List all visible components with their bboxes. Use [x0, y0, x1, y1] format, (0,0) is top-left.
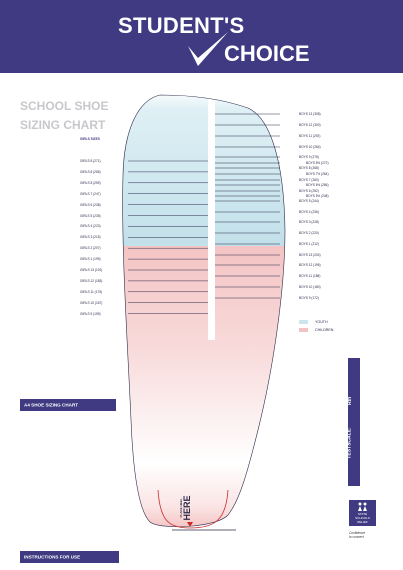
boys-size-label: BOYS 10 (284)	[299, 145, 321, 149]
girls-size-label: GIRLS 4 (223)	[80, 224, 101, 229]
girls-size-label: GIRLS 8 (265)	[80, 169, 101, 174]
boys-size-label: BOYS 10 (180)	[299, 285, 321, 289]
boys-size-label: BOYS 6½ (256)	[306, 183, 329, 187]
girls-size-label: GIRLS 8 (271)	[80, 159, 101, 163]
girls-size-label: GIRLS 3 (215)	[80, 235, 101, 240]
place-heel-label: PLACE HEEL HERE	[179, 495, 192, 521]
page-title-line-1: SCHOOL SHOE	[20, 99, 109, 113]
girls-size-label: GIRLS 9 (159)	[80, 311, 101, 316]
test-scale-value: Rth	[347, 396, 354, 406]
boys-size-label: BOYS 9 (276)	[299, 155, 319, 159]
people-icon	[349, 502, 376, 512]
boys-size-label: BOYS 13 (204)	[299, 253, 321, 257]
boys-size-label: BOYS 8 (268)	[299, 166, 319, 170]
girls-size-label: GIRLS 5 (235)	[80, 213, 101, 218]
boys-size-label: BOYS 3 (228)	[299, 220, 319, 224]
boys-size-label: BOYS 1 (212)	[299, 242, 319, 246]
boys-size-label: BOYS 5 (244)	[299, 199, 319, 203]
boys-size-label: BOYS 12 (300)	[299, 123, 321, 127]
girls-size-label: GIRLS 7 (247)	[80, 191, 101, 196]
boys-size-label: BOYS 5½ (248)	[306, 194, 329, 198]
girls-size-label: GIRLS 12 (183)	[80, 278, 103, 283]
page-title-line-2: SIZING CHART	[20, 118, 106, 132]
state-schools-relief-logo: STATE SCHOOLS RELIEF	[349, 500, 376, 526]
boys-size-label: BOYS 7½ (264)	[306, 172, 329, 176]
tagline: Confidence to connect	[349, 531, 366, 539]
boys-size-label: BOYS 9 (172)	[299, 296, 319, 300]
girls-sizes-header: GIRLS SIZES	[80, 137, 100, 141]
boys-size-label: BOYS 8½ (272)	[306, 161, 329, 165]
legend-youth-label: YOUTH	[315, 320, 328, 324]
brand-line-1: STUDENT'S	[118, 13, 245, 38]
girls-size-label: GIRLS 1 (199)	[80, 257, 101, 262]
girls-size-label: GIRLS 10 (167)	[80, 300, 103, 305]
a4-chart-bar: A4 SHOE SIZING CHART	[20, 399, 116, 411]
legend-youth-swatch	[299, 320, 308, 324]
boys-size-label: BOYS 7 (260)	[299, 178, 319, 182]
test-scale-bar	[348, 358, 360, 486]
boys-size-label: BOYS 2 (220)	[299, 231, 319, 235]
girls-size-label: GIRLS 2 (207)	[80, 246, 101, 251]
legend-children-swatch	[299, 328, 308, 332]
girls-size-label: GIRLS 13 (191)	[80, 268, 103, 272]
boys-size-label: BOYS 4 (236)	[299, 210, 319, 214]
boys-size-label: BOYS 11 (188)	[299, 274, 321, 278]
brand-line-2: CHOICE	[224, 41, 310, 66]
boys-size-label: BOYS 6 (252)	[299, 189, 319, 193]
boys-size-label: BOYS 13 (308)	[299, 112, 321, 116]
boys-size-label: BOYS 12 (196)	[299, 263, 321, 267]
legend-children-label: CHILDREN	[315, 328, 334, 332]
girls-size-label: GIRLS 8 (259)	[80, 180, 101, 185]
test-scale-label: TESTSCALE:	[346, 427, 353, 459]
girls-size-label: GIRLS 11 (175)	[80, 289, 103, 294]
instructions-bar[interactable]: INSTRUCTIONS FOR USE	[20, 551, 119, 563]
girls-size-label: GIRLS 6 (238)	[80, 202, 101, 207]
boys-size-label: BOYS 11 (292)	[299, 134, 321, 138]
